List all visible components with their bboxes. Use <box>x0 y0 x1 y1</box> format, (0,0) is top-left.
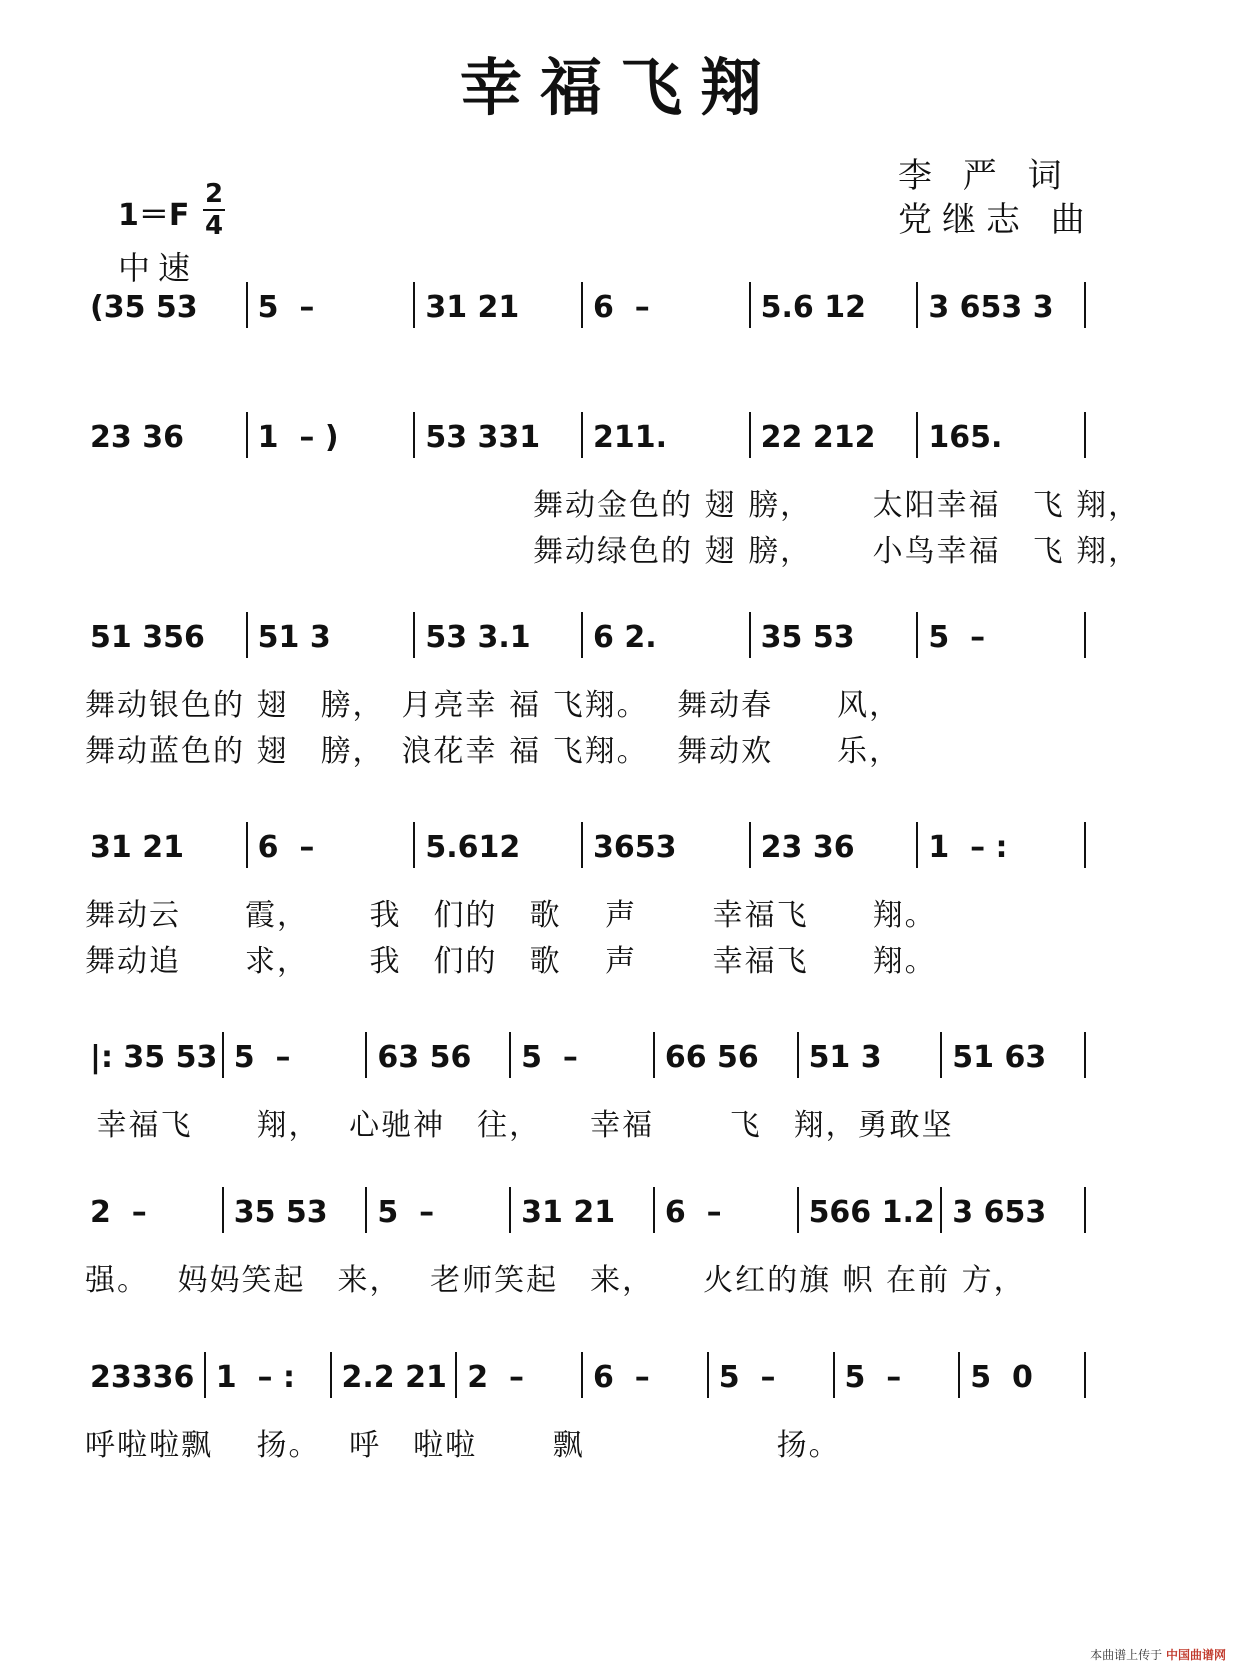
measure: 5 – <box>257 290 315 325</box>
bar-line <box>653 1032 655 1078</box>
measure: 5 – <box>928 620 986 655</box>
lyric-line: 舞动银色的 翅 膀， 月亮幸 福 飞翔。 舞动春 风， <box>85 688 902 723</box>
measure: 35 53 <box>233 1195 328 1230</box>
measure: 31 21 <box>521 1195 616 1230</box>
measure: 31 21 <box>425 290 520 325</box>
bar-line <box>653 1187 655 1233</box>
footer <box>1090 1646 1226 1663</box>
bar-line <box>1084 1187 1086 1233</box>
bar-line <box>246 822 248 868</box>
measure: 5 – <box>718 1360 776 1395</box>
measure: 51 63 <box>952 1040 1047 1075</box>
bar-line <box>509 1187 511 1233</box>
measure: 3653 <box>593 830 677 865</box>
measure: 1 – : <box>215 1360 295 1395</box>
lyric-line: 舞动绿色的 翅 膀， 小鸟幸福 飞 翔， <box>85 534 1141 569</box>
bar-line <box>413 412 415 458</box>
lyric-line: 呼啦啦飘 扬。 呼 啦啦 飘 扬。 <box>85 1428 841 1463</box>
measure: 5 – <box>233 1040 291 1075</box>
lyric-line: 舞动金色的 翅 膀， 太阳幸福 飞 翔， <box>85 488 1141 523</box>
measure: 5 – <box>521 1040 578 1075</box>
bar-line <box>1084 1352 1086 1398</box>
measure: 3 653 <box>952 1195 1047 1230</box>
bar-line <box>581 612 583 658</box>
bar-line <box>1084 822 1086 868</box>
measure: 211. <box>593 420 668 455</box>
bar-line <box>958 1352 960 1398</box>
footer-brand: 中国曲谱网 <box>1165 1648 1226 1662</box>
bar-line <box>1084 612 1086 658</box>
bar-line <box>246 612 248 658</box>
bar-line <box>581 1352 583 1398</box>
measure: 23 36 <box>90 420 184 455</box>
lyricist-credit: 李 严 词 <box>898 156 1072 196</box>
composer-credit: 党继志 曲 <box>898 200 1095 240</box>
measure: 5 – <box>377 1195 435 1230</box>
measure: 566 1.2 <box>808 1195 935 1230</box>
lyric-line: 舞动云 霞， 我 们的 歌 声 幸福飞 翔。 <box>85 898 937 933</box>
measure: 3 653 3 <box>928 290 1054 325</box>
song-title: 幸福飞翔 <box>459 51 780 124</box>
bar-line <box>222 1032 224 1078</box>
measure: 6 – <box>257 830 315 865</box>
lyric-line: 舞动蓝色的 翅 膀， 浪花幸 福 飞翔。 舞动欢 乐， <box>85 734 902 769</box>
bar-line <box>797 1032 799 1078</box>
measure: 5 – <box>844 1360 902 1395</box>
measure: 53 3.1 <box>425 620 531 655</box>
bar-line <box>749 822 751 868</box>
measure: 31 21 <box>90 830 184 865</box>
bar-line <box>940 1032 942 1078</box>
bar-line <box>413 282 415 328</box>
bar-line <box>204 1352 206 1398</box>
bar-line <box>749 412 751 458</box>
bar-line <box>581 282 583 328</box>
time-signature-top: 2 <box>204 179 224 209</box>
bar-line <box>413 822 415 868</box>
bar-line <box>707 1352 709 1398</box>
measure: 2 – <box>90 1195 147 1230</box>
bar-line <box>581 412 583 458</box>
bar-line <box>246 412 248 458</box>
lyric-line: 舞动追 求， 我 们的 歌 声 幸福飞 翔。 <box>85 944 937 979</box>
measure: 5 0 <box>970 1360 1033 1395</box>
bar-line <box>413 612 415 658</box>
measure: 2 – <box>467 1360 525 1395</box>
measure: 22 212 <box>760 420 876 455</box>
measure: 51 3 <box>257 620 331 655</box>
bar-line <box>749 282 751 328</box>
measure: 53 331 <box>425 420 541 455</box>
measure: 23 36 <box>760 830 855 865</box>
measure: 5.6 12 <box>760 290 866 325</box>
bar-line <box>916 282 918 328</box>
measure: 2.2 21 <box>341 1360 447 1395</box>
footer-text: 本曲谱上传于 <box>1090 1648 1163 1662</box>
time-signature <box>203 180 225 240</box>
measure: 1 – : <box>928 830 1008 865</box>
bar-line <box>455 1352 457 1398</box>
measure: (35 53 <box>90 290 198 325</box>
bar-line <box>365 1187 367 1233</box>
time-signature-bottom: 4 <box>204 211 224 241</box>
bar-line <box>833 1352 835 1398</box>
measure: 6 – <box>593 290 650 325</box>
measure: |: 35 53 <box>90 1040 218 1075</box>
measure: 51 3 <box>808 1040 882 1075</box>
measure: 35 53 <box>760 620 855 655</box>
bar-line <box>581 822 583 868</box>
bar-line <box>222 1187 224 1233</box>
lyric-line: 幸福飞 翔， 心驰神 往， 幸福 飞 翔，勇敢坚 <box>85 1108 954 1143</box>
measure: 165. <box>928 420 1003 455</box>
bar-line <box>1084 412 1086 458</box>
bar-line <box>1084 282 1086 328</box>
key-signature: 1＝F <box>118 198 190 233</box>
measure: 23336 <box>90 1360 195 1395</box>
measure: 66 56 <box>664 1040 759 1075</box>
bar-line <box>1084 1032 1086 1078</box>
bar-line <box>330 1352 332 1398</box>
bar-line <box>509 1032 511 1078</box>
bar-line <box>916 822 918 868</box>
lyric-line: 强。 妈妈笑起 来， 老师笑起 来， 火红的旗 帜 在前 方， <box>85 1263 1026 1298</box>
bar-line <box>916 612 918 658</box>
measure: 6 – <box>664 1195 722 1230</box>
bar-line <box>749 612 751 658</box>
measure: 1 – ) <box>257 420 339 455</box>
bar-line <box>365 1032 367 1078</box>
measure: 6 – <box>593 1360 650 1395</box>
bar-line <box>940 1187 942 1233</box>
measure: 6 2. <box>593 620 657 655</box>
bar-line <box>246 282 248 328</box>
bar-line <box>797 1187 799 1233</box>
measure: 51 356 <box>90 620 205 655</box>
bar-line <box>916 412 918 458</box>
measure: 5.612 <box>425 830 521 865</box>
measure: 63 56 <box>377 1040 472 1075</box>
tempo-marking: 中速 <box>118 249 199 287</box>
